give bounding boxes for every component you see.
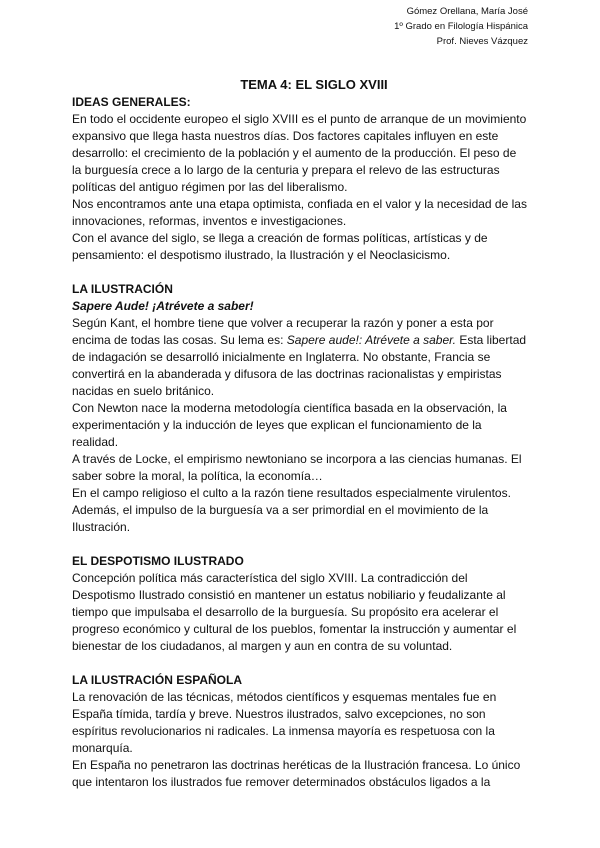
paragraph-text: Según Kant, el hombre tiene que volver a recuperar la razón y poner a esta por encima de todas las cosas. Su lema es:	[72, 316, 494, 347]
paragraph-text: Esta libertad de indagación se desarrolló inicialmente en Inglaterra. No obstante, Francia se convertirá en la abanderada y difusora de las doctrinas racionalistas y empiristas nacidas en suelo británico.	[72, 333, 527, 398]
paragraph: Con el avance del siglo, se llega a creación de formas políticas, artísticas y de pensamiento: el despotismo ilustrado, la Ilustración y el Neoclasicismo.	[72, 231, 488, 262]
header-course: 1º Grado en Filología Hispánica	[394, 21, 528, 32]
paragraph: La renovación de las técnicas, métodos científicos y esquemas mentales fue en España tímida, tardía y breve. Nuestros ilustrados, salvo excepciones, no son espíritus revolucionarios ni radicales. La inmensa mayoría es respetuosa con la monarquía.	[72, 690, 497, 755]
paragraph: En todo el occidente europeo el siglo XVIII es el punto de arranque de un movimiento expansivo que llega hasta nuestros días. Dos factores capitales influyen en este desarrollo: el crecimiento de la población y el aumento de la producción. El peso de la burguesía crece a lo largo de la centuria y prepara el relevo de las estructuras políticas del antiguo régimen por las del liberalismo.	[72, 112, 527, 194]
spacer	[72, 655, 528, 672]
spacer	[72, 264, 528, 281]
document-body	[72, 76, 528, 791]
section-heading-ideas-generales: IDEAS GENERALES:	[72, 95, 191, 109]
header-professor: Prof. Nieves Vázquez	[436, 36, 528, 47]
paragraph: Nos encontramos ante una etapa optimista, confiada en el valor y la necesidad de las innovaciones, reformas, inventos e investigaciones.	[72, 197, 527, 228]
emphasis-motto: Sapere aude!: Atrévete a saber.	[286, 333, 456, 347]
spacer	[72, 536, 528, 553]
paragraph: Con Newton nace la moderna metodología científica basada en la observación, la experimentación y la inducción de leyes que explican el funcionamiento de la realidad.	[72, 401, 507, 449]
page-header	[394, 4, 528, 49]
section-subheading-sapere-aude: Sapere Aude! ¡Atrévete a saber!	[72, 299, 254, 313]
section-heading-ilustracion: LA ILUSTRACIÓN	[72, 282, 173, 296]
paragraph	[72, 315, 528, 400]
section-heading-ilustracion-espanola: LA ILUSTRACIÓN ESPAÑOLA	[72, 673, 242, 687]
header-author: Gómez Orellana, María José	[406, 6, 528, 17]
section-heading-despotismo: EL DESPOTISMO ILUSTRADO	[72, 554, 244, 568]
paragraph: En España no penetraron las doctrinas heréticas de la Ilustración francesa. Lo único que intentaron los ilustrados fue remover determinados obstáculos ligados a la	[72, 758, 521, 789]
paragraph: En el campo religioso el culto a la razón tiene resultados especialmente virulentos. Además, el impulso de la burguesía va a ser primordial en el movimiento de la Ilustración.	[72, 486, 511, 534]
paragraph: Concepción política más característica del siglo XVIII. La contradicción del Despotismo Ilustrado consistió en mantener un estatus nobiliario y feudalizante al tiempo que impulsaba el desarrollo de la burguesía. Su propósito era acelerar el progreso económico y cultural de los pueblos, fomentar la instrucción y aumentar el bienestar de los ciudadanos, al margen y aun en contra de su voluntad.	[72, 571, 517, 653]
paragraph: A través de Locke, el empirismo newtoniano se incorpora a las ciencias humanas. El saber sobre la moral, la política, la economía…	[72, 452, 522, 483]
document-title: TEMA 4: EL SIGLO XVIII	[240, 77, 388, 92]
